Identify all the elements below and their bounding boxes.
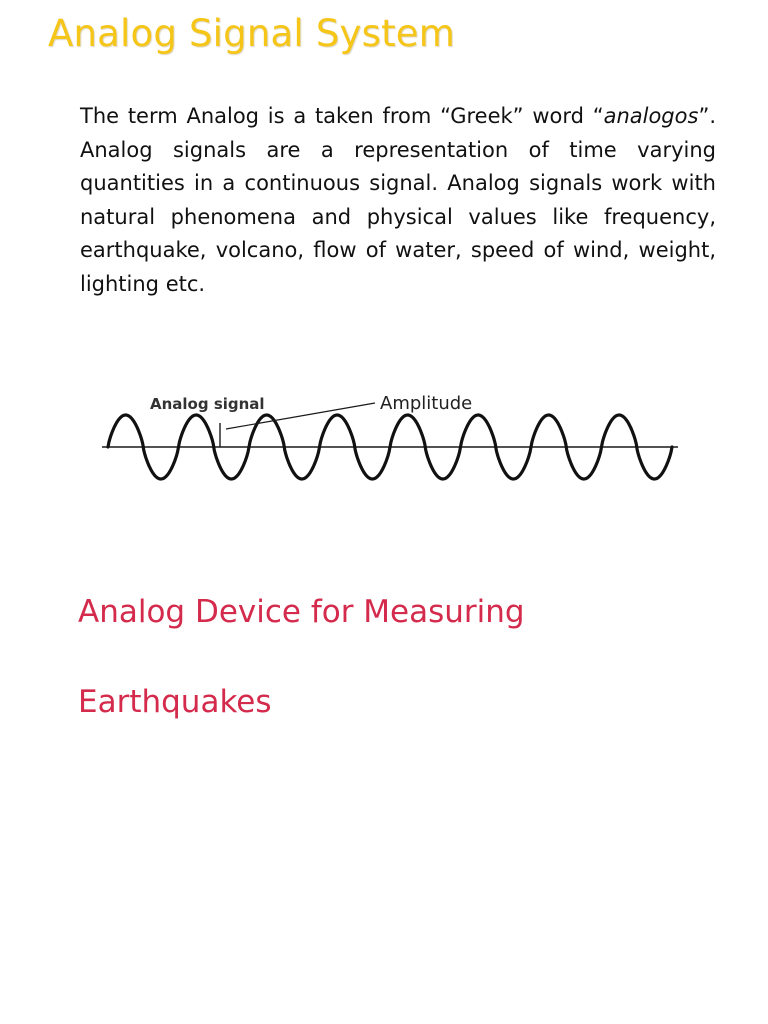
slide-title: Analog Signal System bbox=[48, 12, 455, 55]
section-heading-measuring: Analog Device for Measuring bbox=[78, 594, 525, 630]
paragraph-lead: The term Analog is a taken from “Greek” word “ bbox=[80, 104, 604, 128]
body-paragraph bbox=[80, 100, 716, 302]
analog-signal-figure bbox=[100, 385, 680, 490]
paragraph-italic-word: analogos bbox=[603, 104, 699, 128]
amplitude-label: Amplitude bbox=[380, 393, 473, 414]
analog-signal-label: Analog signal bbox=[150, 395, 265, 413]
section-heading-earthquakes: Earthquakes bbox=[78, 684, 272, 720]
paragraph-rest: ”. Analog signals are a representation of time varying quantities in a continuous signal. Analog signals work with natural phenomena and physical values like frequency, earthquake, volcano, flow of water, speed of wind, weight, lighting etc. bbox=[80, 104, 716, 296]
